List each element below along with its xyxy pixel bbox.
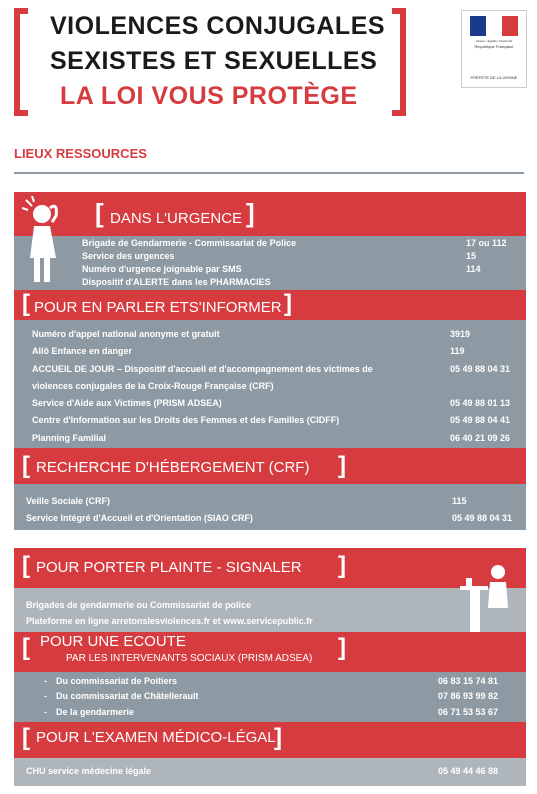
- plainte-row-1-label: Brigades de gendarmerie ou Commissariat de police: [26, 600, 252, 610]
- urgence-row-3-value: 114: [466, 264, 481, 274]
- hebergement-row-2-value: 05 49 88 04 31: [452, 513, 513, 523]
- medico-title: POUR L'EXAMEN MÉDICO-LÉGAL: [36, 729, 276, 746]
- urgence-bracket-right: ]: [246, 198, 255, 228]
- urgence-title: DANS L'URGENCE: [110, 210, 243, 227]
- medico-bracket-left: [: [22, 724, 30, 751]
- title-line-1: VIOLENCES CONJUGALES: [50, 12, 386, 40]
- hebergement-body: [14, 484, 526, 530]
- hebergement-bracket-right: ]: [338, 452, 346, 479]
- urgence-bracket-left: [: [95, 198, 104, 228]
- plainte-bracket-left: [: [22, 552, 30, 579]
- informer-row-3-value: 05 49 88 04 31: [450, 364, 511, 374]
- title-line-3: LA LOI VOUS PROTÈGE: [60, 82, 358, 110]
- ecoute-row-1-label: Du commissariat de Poitiers: [56, 676, 178, 686]
- ecoute-row-3-bullet: -: [44, 707, 47, 717]
- medico-row-1-value: 05 49 44 46 88: [438, 766, 499, 776]
- urgence-row-2-value: 15: [466, 251, 477, 261]
- ecoute-bracket-right: ]: [338, 634, 346, 661]
- medico-bracket-right: ]: [274, 724, 282, 751]
- title-bracket-right: [392, 8, 406, 116]
- republique-label: République Française: [474, 44, 514, 49]
- informer-row-2-label: Allô Enfance en danger: [32, 346, 133, 356]
- ecoute-row-1-value: 06 83 15 74 81: [438, 676, 499, 686]
- medico-row-1-label: CHU service médecine légale: [26, 766, 152, 776]
- ecoute-row-2-bullet: -: [44, 691, 47, 701]
- ecoute-row-2-label: Du commissariat de Châtellerault: [56, 691, 199, 701]
- alert-person-icon: [22, 196, 76, 288]
- urgence-row-1-label: Brigade de Gendarmerie - Commissariat de Police: [82, 238, 297, 248]
- ecoute-bracket-left: [: [22, 634, 30, 661]
- title-bracket-left: [14, 8, 28, 116]
- informer-row-7-value: 06 40 21 09 26: [450, 433, 511, 443]
- informer-row-5-label: Service d'Aide aux Victimes (PRISM ADSEA): [32, 398, 222, 408]
- divider: [14, 172, 524, 174]
- ecoute-row-2-value: 07 86 93 99 82: [438, 691, 499, 701]
- hebergement-row-2-label: Service Intégré d'Accueil et d'Orientation (SIAO CRF): [26, 513, 253, 523]
- prefecture-label: PRÉFÈTE DE LA VIENNE: [470, 75, 518, 80]
- hebergement-row-1-label: Veille Sociale (CRF): [26, 496, 111, 506]
- marianne-flag-icon: [470, 16, 518, 36]
- informer-row-4-label: violences conjugales de la Croix-Rouge Française (CRF): [32, 381, 274, 391]
- ecoute-row-1-bullet: -: [44, 676, 47, 686]
- ecoute-row-3-value: 06 71 53 53 67: [438, 707, 499, 717]
- plainte-bracket-right: ]: [338, 552, 346, 579]
- hebergement-row-1-value: 115: [452, 496, 467, 506]
- urgence-row-2-label: Service des urgences: [82, 251, 175, 261]
- informer-bracket-left: [: [22, 290, 30, 317]
- informer-bracket-right: ]: [284, 290, 292, 317]
- urgence-header: [14, 192, 526, 236]
- title-line-2: SEXISTES ET SEXUELLES: [50, 47, 378, 75]
- ecoute-row-3-label: De la gendarmerie: [56, 707, 135, 717]
- ecoute-title: POUR UNE ECOUTE: [40, 633, 186, 650]
- informer-row-1-label: Numéro d'appel national anonyme et gratuit: [32, 329, 220, 339]
- ecoute-subtitle: PAR LES INTERVENANTS SOCIAUX (PRISM ADSEA): [66, 653, 313, 664]
- informer-row-1-value: 3919: [450, 329, 471, 339]
- informer-row-5-value: 05 49 88 01 13: [450, 398, 511, 408]
- informer-row-3-label: ACCUEIL DE JOUR – Dispositif d'accueil et d'accompagnement des victimes de: [32, 364, 373, 374]
- section-subtitle: LIEUX RESSOURCES: [14, 146, 147, 161]
- hebergement-bracket-left: [: [22, 452, 30, 479]
- complaint-desk-icon: [456, 552, 520, 632]
- informer-row-6-value: 05 49 88 04 41: [450, 415, 511, 425]
- informer-row-7-label: Planning Familial: [32, 433, 107, 443]
- header: [0, 0, 537, 140]
- hebergement-title: RECHERCHE D'HÉBERGEMENT (CRF): [36, 459, 310, 476]
- urgence-row-4-label: Dispositif d'ALERTE dans les PHARMACIES: [82, 277, 271, 287]
- plainte-title: POUR PORTER PLAINTE - SIGNALER: [36, 559, 302, 576]
- prefecture-logo: [461, 10, 527, 88]
- plainte-row-2-label: Plateforme en ligne arretonslesviolences.fr et www.servicepublic.fr: [26, 616, 313, 626]
- informer-row-6-label: Centre d'Information sur les Droits des Femmes et des Familles (CIDFF): [32, 415, 340, 425]
- informer-title: POUR EN PARLER ETS'INFORMER: [34, 299, 282, 316]
- informer-row-2-value: 119: [450, 346, 465, 356]
- urgence-row-3-label: Numéro d'urgence joignable par SMS: [82, 264, 242, 274]
- marianne-motto: Liberté • Égalité • Fraternité: [475, 39, 513, 43]
- urgence-row-1-value: 17 ou 112: [466, 238, 507, 248]
